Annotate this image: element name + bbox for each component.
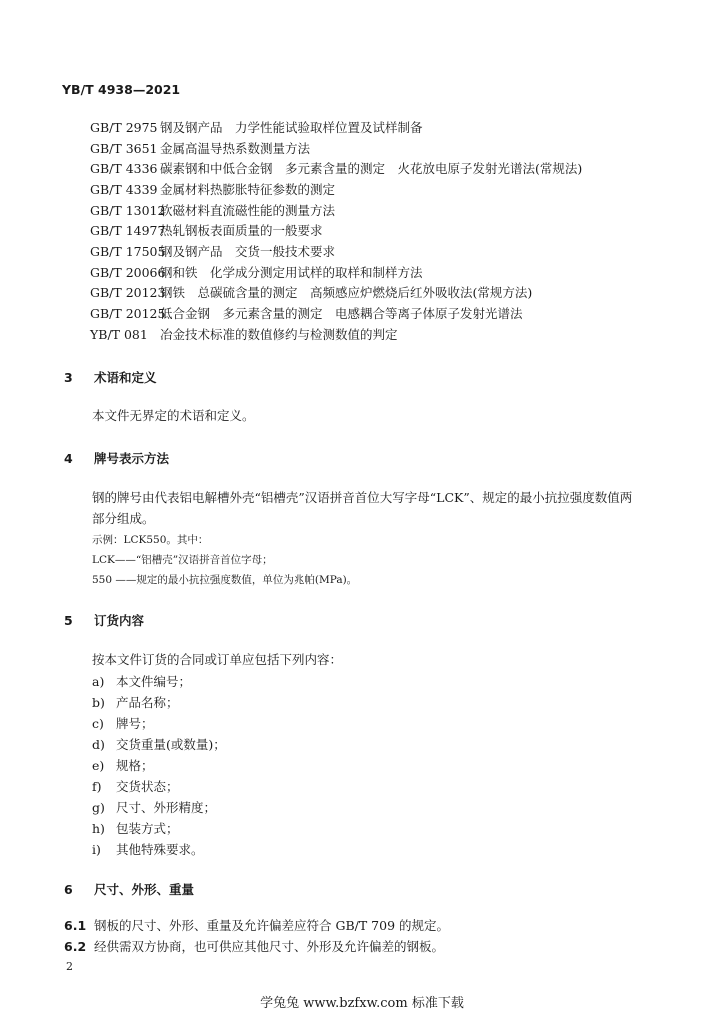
clause-text: 钢板的尺寸、外形、重量及允许偏差应符合 GB/T 709 的规定。	[94, 918, 449, 933]
reference-code: GB/T 20123	[90, 285, 166, 300]
reference-code: GB/T 2975	[90, 120, 158, 135]
reference-code: GB/T 4336	[90, 161, 158, 176]
reference-title: 钢和铁 化学成分测定用试样的取样和制样方法	[160, 265, 423, 280]
list-label: d)	[92, 737, 105, 752]
reference-item	[90, 263, 423, 281]
document-code: YB/T 4938—2021	[62, 82, 181, 97]
list-label: b)	[92, 695, 105, 710]
list-text: 牌号；	[116, 716, 154, 731]
list-label: h)	[92, 821, 105, 836]
list-item	[92, 714, 154, 732]
reference-item	[90, 283, 532, 301]
list-label: e)	[92, 758, 105, 773]
section-heading	[64, 880, 194, 898]
reference-title: 碳素钢和中低合金钢 多元素含量的测定 火花放电原子发射光谱法(常规法)	[160, 161, 583, 176]
reference-item	[90, 139, 310, 157]
reference-item	[90, 118, 423, 136]
list-text: 包装方式；	[116, 821, 179, 836]
reference-item	[90, 221, 323, 239]
reference-code: GB/T 20066	[90, 265, 166, 280]
reference-title: 钢及钢产品 交货一般技术要求	[160, 244, 336, 259]
reference-code: GB/T 20125	[90, 306, 166, 321]
list-item	[92, 777, 179, 795]
reference-item	[90, 180, 335, 198]
section-title: 尺寸、外形、重量	[94, 882, 195, 897]
section-number: 4	[64, 451, 73, 466]
reference-item	[90, 325, 398, 343]
footer-watermark: 学兔兔 www.bzfxw.com 标准下载	[260, 996, 464, 1011]
clause-text: 经供需双方协商，也可供应其他尺寸、外形及允许偏差的钢板。	[94, 939, 445, 954]
reference-title: 软磁材料直流磁性能的测量方法	[160, 203, 336, 218]
paragraph: 本文件无界定的术语和定义。	[92, 408, 255, 423]
reference-title: 钢铁 总碳硫含量的测定 高频感应炉燃烧后红外吸收法(常规方法)	[160, 285, 533, 300]
paragraph: 按本文件订货的合同或订单应包括下列内容：	[92, 652, 343, 667]
list-label: a)	[92, 674, 105, 689]
example-line: 550 ——规定的最小抗拉强度数值，单位为兆帕(MPa)。	[92, 574, 358, 586]
clause-number: 6.1	[64, 918, 87, 933]
reference-code: GB/T 4339	[90, 182, 158, 197]
reference-code: YB/T 081	[90, 327, 148, 342]
reference-title: 低合金钢 多元素含量的测定 电感耦合等离子体原子发射光谱法	[160, 306, 523, 321]
list-text: 其他特殊要求。	[116, 842, 204, 857]
section-heading	[64, 449, 169, 467]
section-number: 5	[64, 613, 73, 628]
list-label: i)	[92, 842, 101, 857]
list-item	[92, 798, 216, 816]
reference-title: 热轧钢板表面质量的一般要求	[160, 223, 323, 238]
list-text: 产品名称；	[116, 695, 179, 710]
clause	[64, 916, 449, 934]
list-text: 交货状态；	[116, 779, 179, 794]
section-number: 3	[64, 370, 73, 385]
example-line: LCK——“铝槽壳”汉语拼音首位字母；	[92, 554, 273, 566]
paragraph: 钢的牌号由代表铝电解槽外壳“铝槽壳”汉语拼音首位大写字母“LCK”、规定的最小抗拉强度数值两	[92, 490, 633, 505]
section-title: 术语和定义	[94, 370, 157, 385]
reference-title: 钢及钢产品 力学性能试验取样位置及试样制备	[160, 120, 423, 135]
reference-title: 金属材料热膨胀特征参数的测定	[160, 182, 336, 197]
clause	[64, 937, 444, 955]
list-item	[92, 693, 179, 711]
list-label: f)	[92, 779, 102, 794]
section-title: 牌号表示方法	[94, 451, 170, 466]
section-number: 6	[64, 882, 73, 897]
reference-title: 冶金技术标准的数值修约与检测数值的判定	[160, 327, 398, 342]
reference-item	[90, 201, 335, 219]
reference-item	[90, 159, 582, 177]
list-item	[92, 672, 191, 690]
list-text: 规格；	[116, 758, 154, 773]
list-text: 交货重量(或数量)；	[116, 737, 226, 752]
list-text: 本文件编号；	[116, 674, 192, 689]
reference-code: GB/T 13012	[90, 203, 166, 218]
list-item	[92, 819, 179, 837]
page-number: 2	[66, 960, 73, 973]
reference-item	[90, 304, 523, 322]
section-heading	[64, 368, 157, 386]
section-title: 订货内容	[94, 613, 145, 628]
section-heading	[64, 611, 144, 629]
example-heading: 示例：LCK550。其中：	[92, 534, 209, 546]
list-item	[92, 840, 204, 858]
reference-code: GB/T 14977	[90, 223, 166, 238]
list-label: c)	[92, 716, 104, 731]
clause-number: 6.2	[64, 939, 87, 954]
reference-code: GB/T 3651	[90, 141, 158, 156]
list-item	[92, 756, 154, 774]
reference-title: 金属高温导热系数测量方法	[160, 141, 311, 156]
paragraph-continuation: 部分组成。	[92, 511, 155, 526]
list-label: g)	[92, 800, 105, 815]
reference-item	[90, 242, 335, 260]
list-item	[92, 735, 226, 753]
reference-code: GB/T 17505	[90, 244, 166, 259]
list-text: 尺寸、外形精度；	[116, 800, 217, 815]
